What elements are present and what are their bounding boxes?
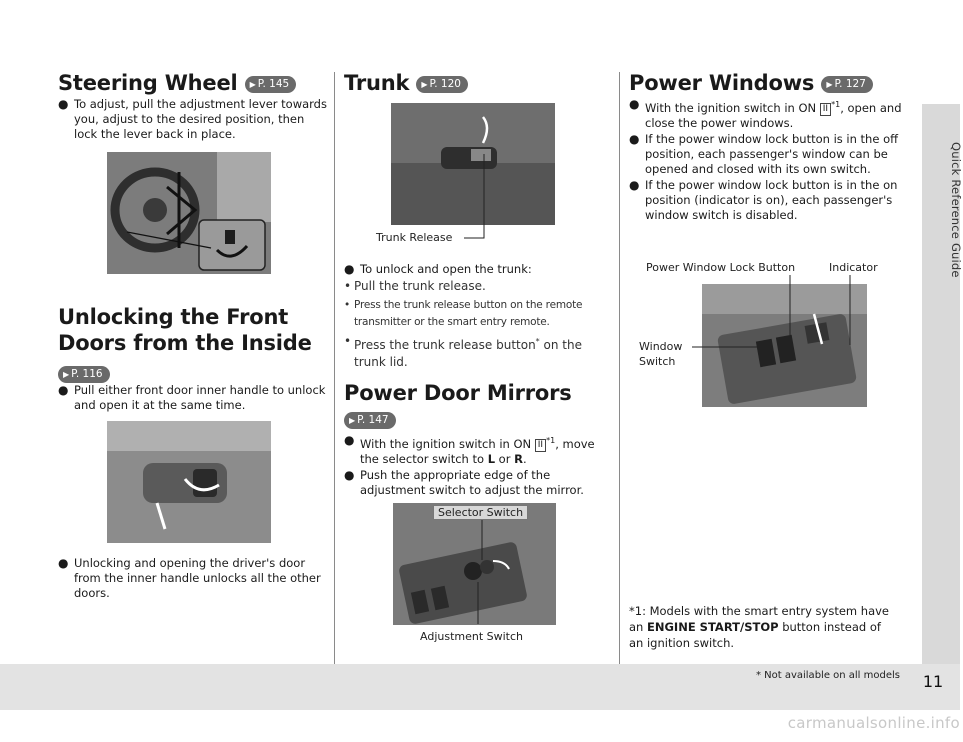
- bullet-icon: ●: [344, 433, 355, 447]
- page-number: 11: [922, 672, 944, 691]
- page-ref-badge[interactable]: ▶ P. 127: [821, 76, 873, 93]
- bullet-icon: ●: [58, 383, 69, 397]
- adjustment-switch-callout: Adjustment Switch: [420, 630, 524, 643]
- steering-wheel-title: Steering Wheel ▶ P. 145: [58, 70, 296, 96]
- ref-arrow-icon: ▶: [63, 370, 70, 379]
- availability-footnote: * Not available on all models: [755, 670, 900, 681]
- ref-arrow-icon: ▶: [349, 416, 356, 425]
- bullet-icon: ●: [344, 262, 355, 276]
- ref-arrow-icon: ▶: [826, 79, 833, 89]
- trunk-sub-list: • Pull the trunk release. • Press the trunk release button on the remote transmitter or the smart entry remote. • Press the trunk release button* on the trunk lid.: [344, 279, 583, 369]
- bullet-icon: ●: [58, 556, 69, 570]
- column-divider-1: [334, 72, 335, 664]
- ref-arrow-icon: ▶: [421, 79, 428, 89]
- steering-bullets: ● To adjust, pull the adjustment lever towards you, adjust to the desired position, then lock the lever back in place.: [58, 97, 327, 141]
- bullet-icon: ●: [344, 467, 355, 482]
- indicator-callout: Indicator: [829, 261, 878, 274]
- trunk-bullets: ● To unlock and open the trunk:: [344, 262, 532, 276]
- door-handle-illustration: [107, 421, 271, 543]
- window-callout-lines: [690, 275, 865, 375]
- unlocking-bullets: ● Pull either front door inner handle to unlock and open it at the same time.: [58, 383, 326, 412]
- column-divider-2: [619, 72, 620, 664]
- bullet-icon: ●: [629, 131, 640, 146]
- windows-bullets: ● With the ignition switch in ON II $^{*1}$, open and close the power windows. ● If the power window lock button is in the off position, each passenger's window can be opened and closed with its own switch. ● If the power window lock button is in the on position (indicator is on), each passenger's window switch is disabled.: [629, 97, 902, 222]
- page-ref-badge[interactable]: ▶ P. 120: [416, 76, 468, 93]
- lock-button-callout: Power Window Lock Button: [646, 261, 796, 274]
- model-footnote: *1: Models with the smart entry system have an ENGINE START/STOP button instead of an ignition switch.: [629, 604, 889, 650]
- ref-arrow-icon: ▶: [249, 79, 256, 89]
- bullet-icon: ●: [629, 177, 640, 192]
- door-handle-photo: [107, 421, 271, 543]
- mirror-callout-lines: [470, 520, 500, 630]
- sidebar-label: Quick Reference Guide: [949, 142, 963, 278]
- bullet-icon: ●: [58, 97, 69, 111]
- trunk-release-callout: Trunk Release: [376, 231, 453, 244]
- ignition-mark: II: [535, 439, 546, 452]
- page-ref-badge[interactable]: ▶ P. 116: [58, 366, 110, 383]
- power-windows-title: Power Windows ▶ P. 127: [629, 70, 873, 96]
- unlocking-bullets-after: ● Unlocking and opening the driver's door from the inner handle unlocks all the other doors.: [58, 556, 321, 600]
- power-door-mirrors-title: Power Door Mirrors: [344, 381, 572, 405]
- steering-wheel-photo: [107, 152, 271, 274]
- page-ref-badge[interactable]: ▶ P. 145: [245, 76, 297, 93]
- mirrors-bullets: ● With the ignition switch in ON II $^{*1}$, move the selector switch to L or R. ● Push the appropriate edge of the adjustment switch to adjust the mirror.: [344, 433, 595, 497]
- window-switch-callout: Window Switch: [639, 340, 683, 368]
- ignition-mark: II: [820, 103, 831, 116]
- steering-wheel-illustration: [107, 152, 271, 274]
- page-ref-badge[interactable]: ▶ P. 147: [344, 412, 396, 429]
- trunk-title: Trunk ▶ P. 120: [344, 70, 468, 96]
- unlocking-title: Unlocking the Front Doors from the Inside: [58, 305, 312, 355]
- selector-switch-callout: Selector Switch: [433, 505, 528, 520]
- watermark: carmanualsonline.info: [787, 714, 960, 732]
- bullet-icon: ●: [629, 97, 640, 111]
